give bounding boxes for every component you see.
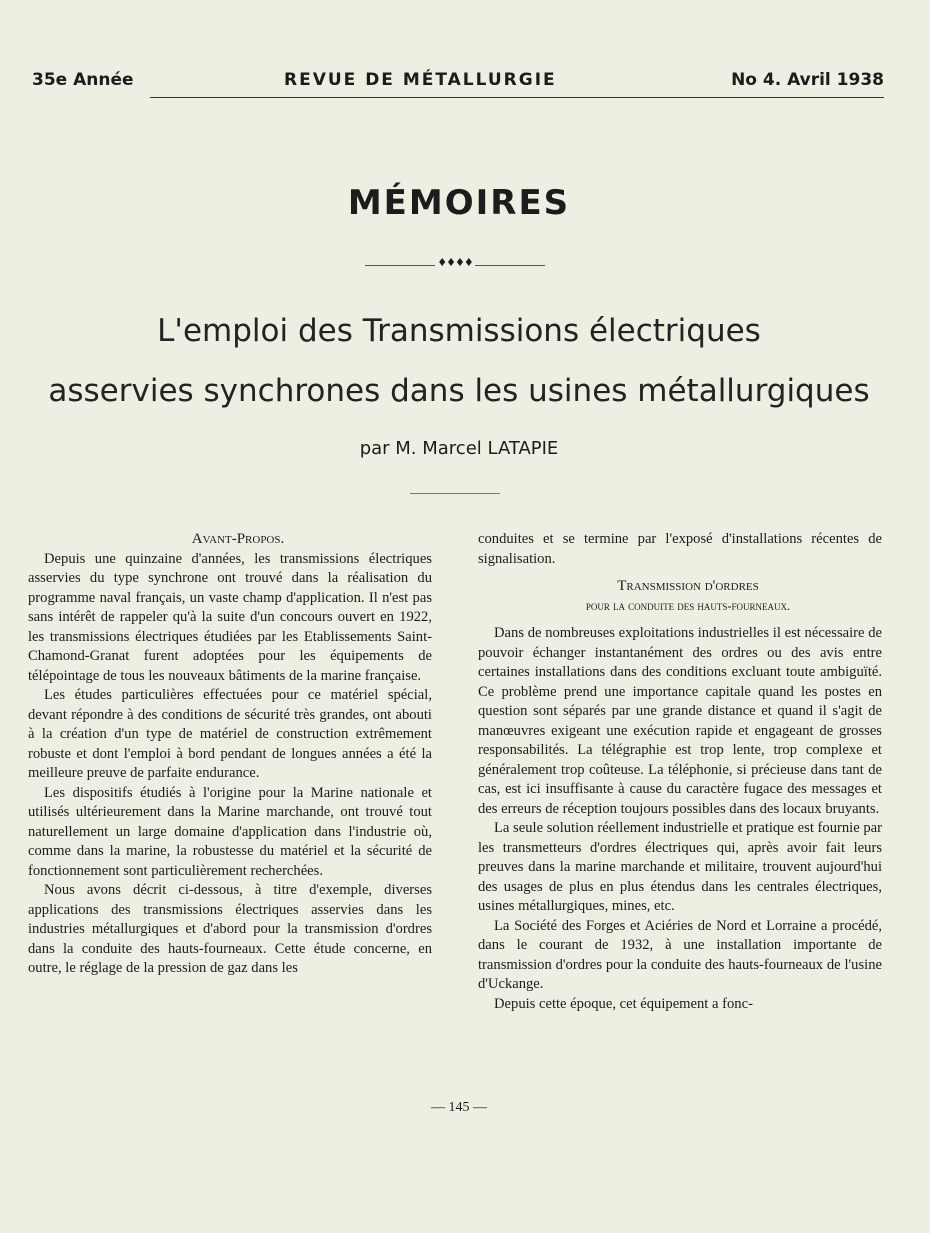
paragraph: Depuis une quinzaine d'années, les transmissions électriques asservies du type synchrone ont trouvé dans la réalisation du programme naval français, un vaste champ d'application. Il n'est pas sans intérêt de rappeler qu'à la suite d'un concours ouvert en 1922, les transmissions électriques étudiées par les Etablissements Saint-Chamond-Granat furent adoptées pour les équipements de télépointage de tous les nouveaux bâtiments de la marine française.: [28, 550, 432, 684]
section-title: MÉMOIRES: [347, 183, 571, 223]
journal-name: REVUE DE MÉTALLURGIE: [284, 70, 557, 90]
paragraph: Les études particulières effectuées pour ce matériel spécial, devant répondre à des conditions de sécurité très grandes, ont abouti à la création d'un type de matériel de construction extrêmement robuste et dont l'emploi à bord pendant de longues années a été la meilleure preuve de parfaite endurance.: [28, 687, 432, 781]
article-title-line-1: L'emploi des Transmissions électriques: [157, 313, 761, 349]
paragraph: La Société des Forges et Aciéries de Nord et Lorraine a procédé, dans le courant de 1932, à une installation importante de transmission d'ordres pour la conduite des hauts-fourneaux de l'usine d'Uckange.: [478, 917, 882, 992]
article-title-line-2: asservies synchrones dans les usines métallurgiques: [48, 373, 870, 409]
section-heading-avant-propos: Avant-Propos.: [191, 531, 285, 547]
left-column: [28, 530, 432, 979]
ornament-diamonds: ♦♦♦♦: [437, 256, 473, 269]
title-rule: [410, 493, 500, 494]
paragraph: Nous avons décrit ci-dessous, à titre d'exemple, diverses applications des transmissions électriques asservies dans les industries métallurgiques et d'abord pour la transmission d'ordres dans la conduite des hauts-fourneaux. Cette étude concerne, en outre, le réglage de la pression de gaz dans les: [28, 882, 432, 976]
page-number: — 145 —: [431, 1100, 487, 1115]
paragraph: Depuis cette époque, cet équipement a fonc-: [494, 995, 753, 1012]
article-author: par M. Marcel LATAPIE: [359, 438, 559, 459]
paragraph: La seule solution réellement industrielle et pratique est fournie par les transmetteurs d'ordres électriques qui, après avoir fait leurs preuves dans la marine marchande et militaire, trouvent aujourd'hui des usages de plus en plus étendus dans les centrales électriques, usines métallurgiques, mines, etc.: [478, 820, 882, 914]
paragraph: Dans de nombreuses exploitations industrielles il est nécessaire de pouvoir échanger instantanément des ordres ou des avis entre certaines installations dans des conditions excluant toute ambiguïté. Ce problème prend une importance capitale quand les postes en question sont séparés par une grande distance et quand il s'agit de manœuvres exigeant une exécution rapide et engageant de grosses responsabilités. La télégraphie est trop lente, trop complexe et généralement trop coûteuse. La téléphonie, si précieuse dans tant de cas, est ici insuffisante à cause du caractère fugace des messages et des erreurs de réception toujours possibles dans des locaux bruyants.: [478, 625, 882, 817]
section-heading-transmission: Transmission d'ordres: [617, 578, 759, 594]
header-rule: [150, 97, 884, 98]
ornament-line-right: [475, 265, 545, 266]
ornament-line-left: [365, 265, 435, 266]
section-subheading: pour la conduite des hauts-fourneaux.: [585, 598, 791, 613]
header-year: 35e Année: [32, 70, 134, 90]
right-column: [478, 530, 882, 1014]
issue-info: No 4. Avril 1938: [731, 70, 884, 90]
running-header: [32, 70, 884, 96]
paragraph-continuation: conduites et se termine par l'exposé d'installations récentes de signalisation.: [478, 531, 882, 567]
paragraph: Les dispositifs étudiés à l'origine pour la Marine nationale et utilisés ultérieurement dans la Marine marchande, ont trouvé tout naturellement un large domaine d'application dans l'industrie où, comme dans la marine, la robustesse du matériel et la sécurité de fonctionnement sont particulièrement recherchées.: [28, 784, 432, 879]
ornament-divider: [365, 258, 545, 272]
